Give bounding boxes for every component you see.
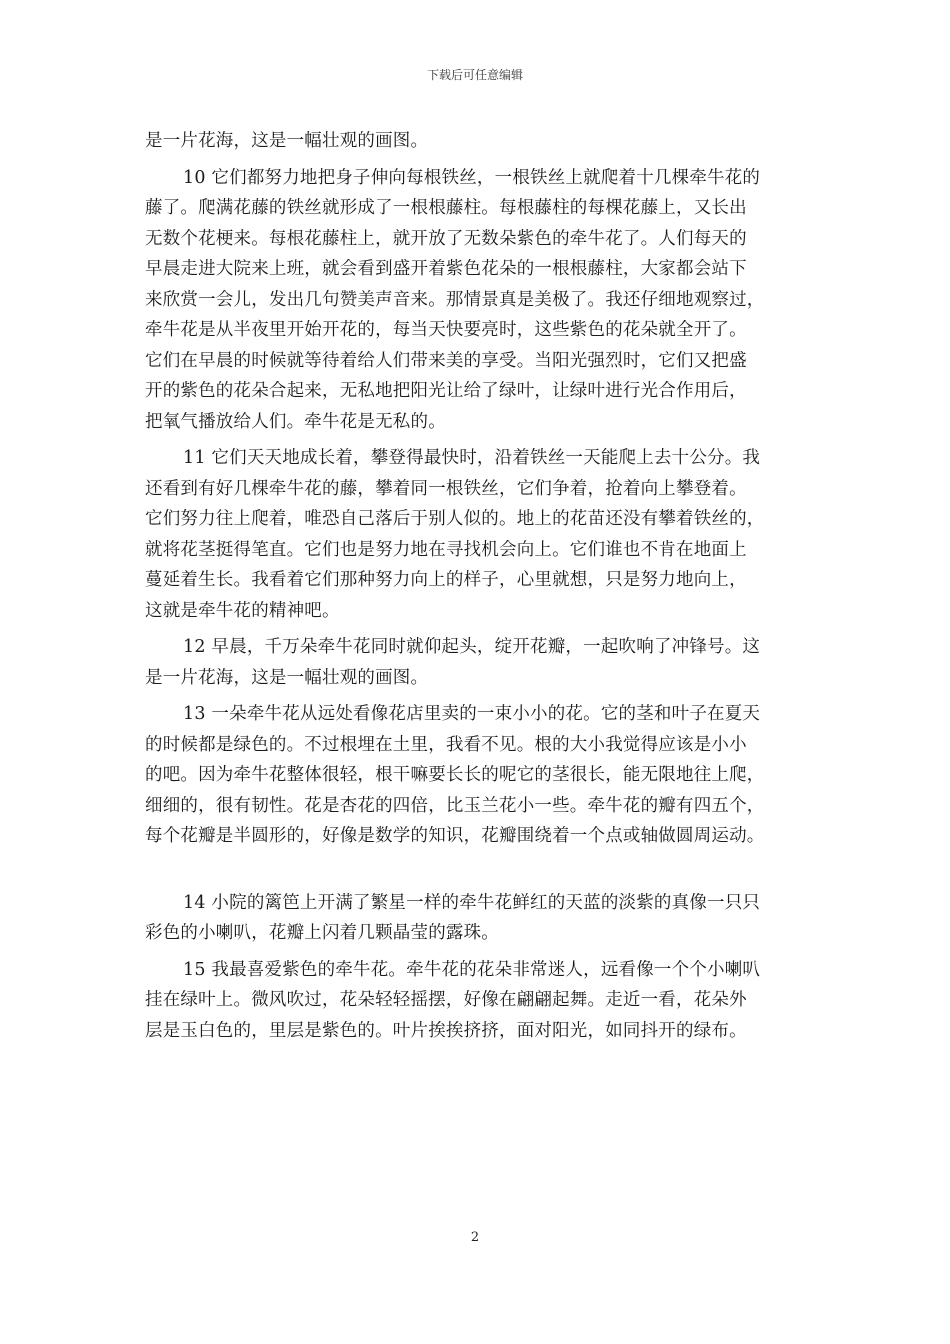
text-line: 挂在绿叶上。微风吹过，花朵轻轻摇摆，好像在翩翩起舞。走近一看，花朵外 [145, 990, 747, 1010]
text-line: 的时候都是绿色的。不过根埋在土里，我看不见。根的大小我觉得应该是小小 [145, 734, 747, 755]
paragraph-12 [145, 632, 805, 693]
text-line: 无数个花梗来。每根花藤柱上，就开放了无数朵紫色的牵牛花了。人们每天的 [145, 228, 747, 249]
text-line: 是一片花海，这是一幅壮观的画图。 [145, 667, 429, 688]
text-line: 15 我最喜爱紫色的牵牛花。牵牛花的花朵非常迷人，远看像一个个小喇叭 [183, 959, 761, 980]
text-line: 10 它们都努力地把身子伸向每根铁丝，一根铁丝上就爬着十几棵牵牛花的 [183, 167, 761, 188]
text-line: 每个花瓣是半圆形的，好像是数学的知识，花瓣围绕着一个点或轴做圆周运动。 [145, 826, 765, 846]
paragraph-11 [145, 443, 805, 626]
page-header: 下载后可任意编辑 [426, 68, 523, 82]
text-line: 开的紫色的花朵合起来，无私地把阳光让给了绿叶，让绿叶进行光合作用后， [145, 381, 747, 401]
text-line: 是一片花海，这是一幅壮观的画图。 [145, 131, 429, 151]
text-line: 来欣赏一会儿，发出几句赞美声音来。那情景真是美极了。我还仔细地观察过， [145, 289, 765, 310]
text-line: 把氧气播放给人们。牵牛花是无私的。 [145, 411, 446, 432]
text-line: 细细的，很有韧性。花是杏花的四倍，比玉兰花小一些。牵牛花的瓣有四五个， [145, 795, 765, 816]
text-line: 它们努力往上爬着，唯恐自己落后于别人似的。地上的花苗还没有攀着铁丝的， [145, 509, 765, 529]
text-line: 藤了。爬满花藤的铁丝就形成了一根根藤柱。每根藤柱的每棵花藤上，又长出 [145, 198, 747, 218]
text-line: 13 一朵牵牛花从远处看像花店里卖的一束小小的花。它的茎和叶子在夏天 [183, 704, 761, 724]
text-line: 牵牛花是从半夜里开始开花的，每当天快要亮时，这些紫色的花朵就全开了。 [145, 320, 747, 340]
page-number: 2 [470, 1230, 480, 1245]
text-line: 这就是牵牛花的精神吧。 [145, 600, 340, 621]
document-body [145, 126, 805, 1046]
text-line: 蔓延着生长。我看着它们那种努力向上的样子，心里就想，只是努力地向上， [145, 570, 747, 590]
paragraph-continuation [145, 126, 805, 157]
text-line: 11 它们天天地成长着，攀登得最快时，沿着铁丝一天能爬上去十公分。我 [183, 448, 761, 468]
paragraph-14 [145, 888, 805, 949]
paragraph-15 [145, 955, 805, 1047]
text-line: 12 早晨，千万朵牵牛花同时就仰起头，绽开花瓣，一起吹响了冲锋号。这 [183, 637, 761, 657]
text-line: 还看到有好几棵牵牛花的藤，攀着同一根铁丝，它们争着，抢着向上攀登着。 [145, 478, 747, 499]
text-line: 早晨走进大院来上班，就会看到盛开着紫色花朵的一根根藤柱，大家都会站下 [145, 259, 747, 279]
text-line: 14 小院的篱笆上开满了繁星一样的牵牛花鲜红的天蓝的淡紫的真像一只只 [183, 892, 761, 913]
paragraph-10 [145, 163, 805, 438]
text-line: 彩色的小喇叭，花瓣上闪着几颗晶莹的露珠。 [145, 923, 499, 943]
text-line: 它们在早晨的时候就等待着给人们带来美的享受。当阳光强烈时，它们又把盛 [145, 350, 747, 371]
text-line: 的吧。因为牵牛花整体很轻，根干嘛要长长的呢它的茎很长，能无限地往上爬， [145, 765, 765, 785]
paragraph-13 [145, 699, 805, 852]
text-line: 就将花茎挺得笔直。它们也是努力地在寻找机会向上。它们谁也不肯在地面上 [145, 539, 747, 560]
text-line: 层是玉白色的，里层是紫色的。叶片挨挨挤挤，面对阳光，如同抖开的绿布。 [145, 1020, 747, 1041]
